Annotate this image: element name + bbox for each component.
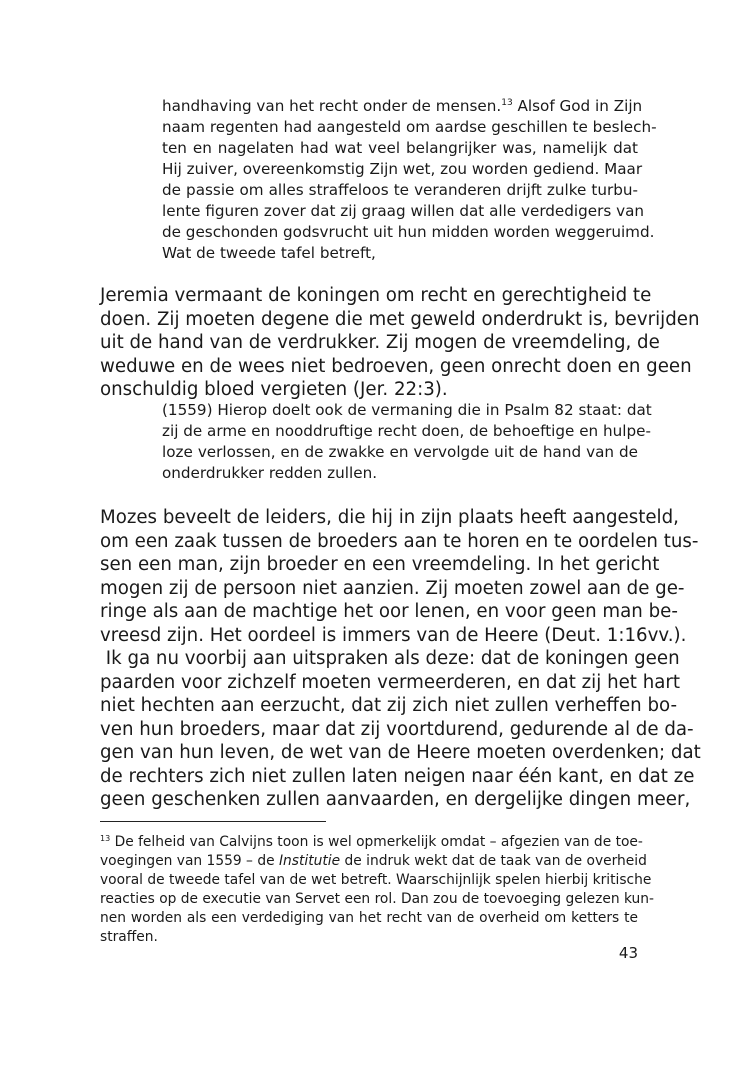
- body-line: mogen zij de persoon niet aanzien. Zij moeten zowel aan de ge-: [100, 577, 685, 599]
- footnote-number: 13: [100, 834, 111, 843]
- footnote-line: straffen.: [100, 929, 158, 945]
- body-line: weduwe en de wees niet bedroeven, geen onrecht doen en geen: [100, 355, 692, 377]
- body-line: uit de hand van de verdrukker. Zij mogen de vreemdeling, de: [100, 332, 660, 353]
- footnote-line: $^{13}$ De felheid van Calvijns toon is wel opmerkelijk omdat – afgezien van de toe-: [100, 834, 643, 850]
- quote-line: lente figuren zover dat zij graag willen dat alle verdedigers van: [162, 202, 645, 220]
- body-line: sen een man, zijn broeder en een vreemdeling. In het gericht: [100, 554, 660, 575]
- footnote-line: vooral de tweede tafel van de wet betreft. Waarschijnlijk spelen hierbij kritische: [100, 872, 652, 888]
- quote-line: de geschonden godsvrucht uit hun midden worden weggeruimd.: [162, 223, 655, 241]
- body-line: Ik ga nu voorbij aan uitspraken als deze: dat de koningen geen: [100, 648, 680, 669]
- quote-line: onderdrukker redden zullen.: [162, 464, 378, 482]
- body-line: om een zaak tussen de broeders aan te horen en te oordelen tus-: [100, 530, 699, 552]
- body-paragraph-3: [100, 647, 701, 812]
- body-paragraph-1: [100, 284, 700, 402]
- quote-line: ten en nagelaten had wat veel belangrijker was, namelijk dat: [162, 139, 638, 157]
- quote-line: (1559) Hierop doelt ook de vermaning die in Psalm 82 staat: dat: [162, 401, 652, 419]
- footnote-line: voegingen van 1559 – de Institutie de indruk wekt dat de taak van de overheid: [100, 853, 647, 869]
- quote-line: loze verlossen, en de zwakke en vervolgde uit de hand van de: [162, 443, 638, 461]
- block-quote-2: [162, 400, 652, 484]
- body-line: de rechters zich niet zullen laten neigen naar één kant, en dat ze: [100, 765, 695, 787]
- body-line: Mozes beveelt de leiders, die hij in zijn plaats heeft aangesteld,: [100, 507, 679, 528]
- footnote: [100, 833, 655, 947]
- quote-line: zij de arme en nooddruftige recht doen, de behoeftige en hulpe-: [162, 422, 651, 440]
- body-line: paarden voor zichzelf moeten vermeerderen, en dat zij het hart: [100, 671, 680, 693]
- body-line: Jeremia vermaant de koningen om recht en gerechtigheid te: [100, 285, 652, 306]
- footnote-line: nen worden als een verdediging van het recht van de overheid om ketters te: [100, 910, 638, 926]
- body-line: doen. Zij moeten degene die met geweld onderdrukt is, bevrijden: [100, 308, 700, 330]
- block-quote-1: [162, 96, 657, 264]
- body-line: ringe als aan de machtige het oor lenen, en voor geen man be-: [100, 601, 678, 622]
- body-line: geen geschenken zullen aanvaarden, en dergelijke dingen meer,: [100, 789, 691, 810]
- body-line: vreesd zijn. Het oordeel is immers van de Heere (Deut. 1:16vv.).: [100, 624, 687, 646]
- page-number: 43: [618, 944, 638, 962]
- body-line: gen van hun leven, de wet van de Heere moeten overdenken; dat: [100, 742, 701, 763]
- footnote-italic-title: Institutie: [278, 853, 341, 869]
- body-line: onschuldig bloed vergieten (Jer. 22:3).: [100, 379, 448, 400]
- footnote-line: reacties op de executie van Servet een rol. Dan zou de toevoeging gelezen kun-: [100, 891, 655, 907]
- quote-line: de passie om alles straffeloos te veranderen drijft zulke turbu-: [162, 181, 638, 199]
- quote-line: Hij zuiver, overeenkomstig Zijn wet, zou worden gediend. Maar: [162, 160, 643, 178]
- body-line: niet hechten aan eerzucht, dat zij zich niet zullen verheffen bo-: [100, 695, 678, 716]
- quote-line: Wat de tweede tafel betreft,: [162, 244, 376, 262]
- quote-line: naam regenten had aangesteld om aardse geschillen te beslech-: [162, 118, 657, 136]
- quote-line: handhaving van het recht onder de mensen.$^{13}$ Alsof God in Zijn: [162, 97, 643, 115]
- body-paragraph-2: [100, 506, 699, 647]
- footnote-reference[interactable]: 13: [501, 98, 513, 108]
- footnote-separator: [100, 821, 326, 822]
- body-line: ven hun broeders, maar dat zij voortdurend, gedurende al de da-: [100, 718, 694, 740]
